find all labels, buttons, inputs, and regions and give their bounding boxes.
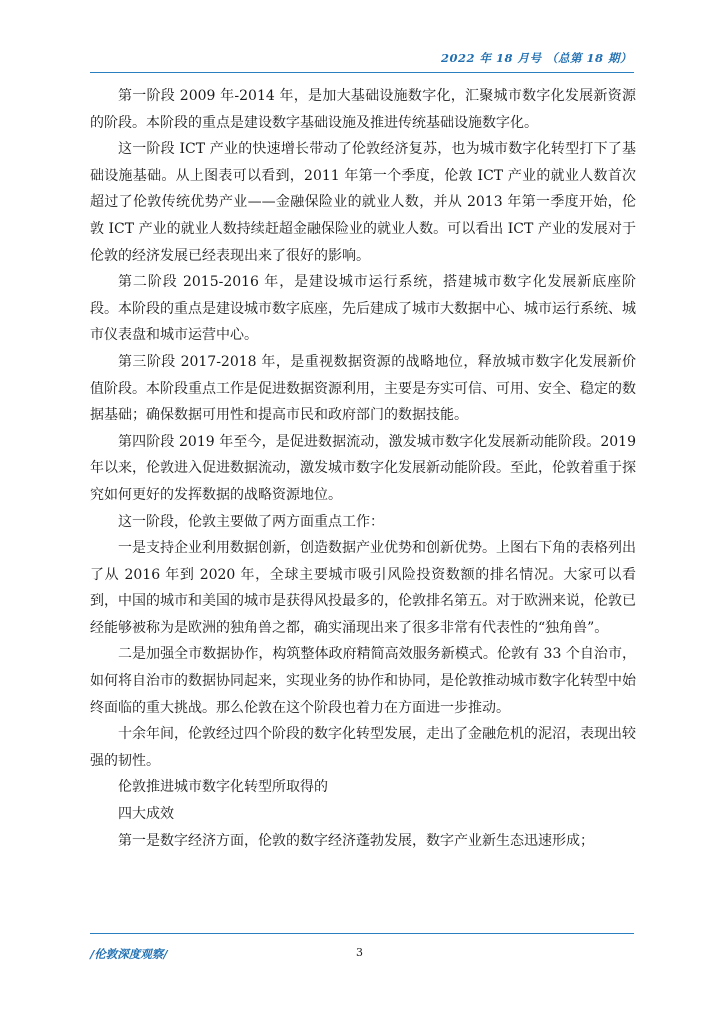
- paragraph-stage-three: 第三阶段 2017-2018 年，是重视数据资源的战略地位，释放城市数字化发展新价值阶段。本阶段重点工作是促进数据资源利用，主要是夯实可信、可用、安全、稳定的数据基础；确保数据可用性和提高市民和政府部门的数据技能。: [90, 353, 636, 424]
- issue-header: 2022 年 18 月号 （总第 18 期）: [440, 51, 632, 65]
- paragraph-two-focus-areas: 这一阶段，伦敦主要做了两方面重点工作：: [118, 513, 384, 530]
- section-heading-line-2: 四大成效: [118, 806, 174, 823]
- paragraph-digital-economy: 第一是数字经济方面，伦敦的数字经济蓬勃发展，数字产业新生态迅速形成；: [118, 832, 594, 849]
- article-body: [90, 83, 636, 854]
- paragraph-stage-four: 第四阶段 2019 年至今，是促进数据流动，激发城市数字化发展新动能阶段。2019 年以来，伦敦进入促进数据流动，激发城市数字化发展新动能阶段。至此，伦敦着重于探究如何更好的发挥数据的战略资源地位。: [90, 433, 636, 503]
- header-divider: [90, 72, 634, 73]
- page-number: 3: [356, 946, 363, 959]
- section-heading-line-1: 伦敦推进城市数字化转型所取得的: [118, 779, 328, 796]
- paragraph-stage-two: 第二阶段 2015-2016 年，是建设城市运行系统，搭建城市数字化发展新底座阶段。本阶段的重点是建设城市数字底座，先后建成了城市大数据中心、城市运行系统、城市仪表盘和城市运营中心。: [90, 274, 636, 344]
- paragraph-data-collaboration: 二是加强全市数据协作，构筑整体政府精简高效服务新模式。伦敦有 33 个自治市，如何将自治市的数据协同起来，实现业务的协作和协同，是伦敦推动城市数字化转型中始终面临的重大挑战。那么伦敦在这个阶段也着力在方面进一步推动。: [90, 646, 636, 716]
- footer-divider: [90, 933, 634, 934]
- paragraph-stage-one: 第一阶段 2009 年-2014 年，是加大基础设施数字化，汇聚城市数字化发展新资源的阶段。本阶段的重点是建设数字基础设施及推进传统基础设施数字化。: [90, 88, 636, 131]
- paragraph-enterprise-innovation: 一是支持企业利用数据创新，创造数据产业优势和创新优势。上图右下角的表格列出了从 2016 年到 2020 年，全球主要城市吸引风险投资数额的排名情况。大家可以看到，中国的城市和美国的城市是获得风投最多的，伦敦排名第五。对于欧洲来说，伦敦已经能够被称为是欧洲的独角兽之都，确实涌现出来了很多非常有代表性的“独角兽”。: [90, 540, 636, 636]
- paragraph-resilience: 十余年间，伦敦经过四个阶段的数字化转型发展，走出了金融危机的泥沼，表现出较强的韧性。: [90, 726, 636, 769]
- publication-footer: /伦敦深度观察/: [90, 947, 168, 961]
- paragraph-ict-growth: 这一阶段 ICT 产业的快速增长带动了伦敦经济复苏，也为城市数字化转型打下了基础设施基础。从上图表可以看到，2011 年第一个季度，伦敦 ICT 产业的就业人数首次超过了伦敦传统优势产业——金融保险业的就业人数，并从 2013 年第一季度开始，伦敦 ICT 产业的就业人数持续赶超金融保险业的就业人数。可以看出 ICT 产业的发展对于伦敦的经济发展已经表现出来了很好的影响。: [90, 141, 636, 264]
